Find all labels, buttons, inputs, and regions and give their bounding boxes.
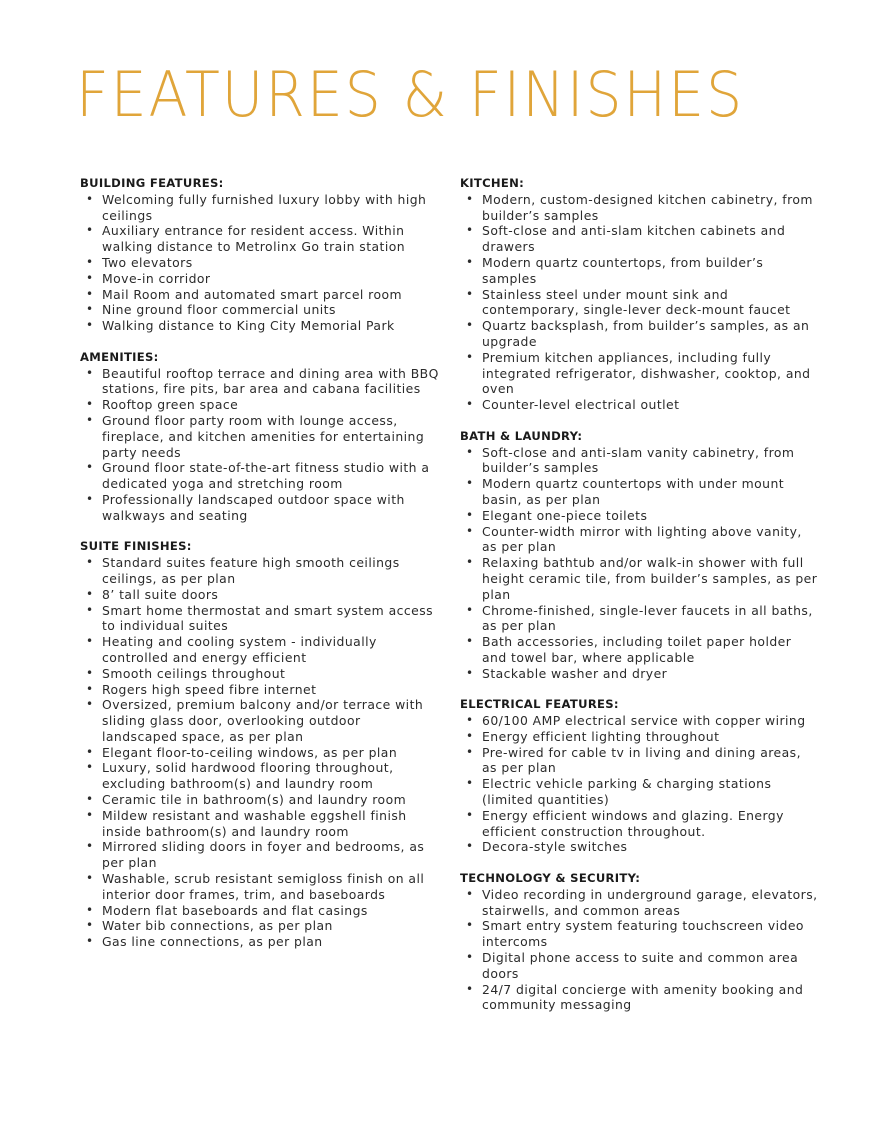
list-item: • Energy efficient lighting throughout xyxy=(460,729,820,745)
list-item: • Elegant floor-to-ceiling windows, as per plan xyxy=(80,745,440,761)
section-technology-security xyxy=(460,871,820,1013)
feature-list xyxy=(460,713,820,855)
list-item: • Luxury, solid hardwood flooring throughout, excluding bathroom(s) and laundry room xyxy=(80,760,440,792)
list-item: • Rooftop green space xyxy=(80,397,440,413)
list-item: • 24/7 digital concierge with amenity booking and community messaging xyxy=(460,982,820,1014)
left-column xyxy=(80,176,440,966)
list-item: • Smart home thermostat and smart system access to individual suites xyxy=(80,603,440,635)
list-item: • Washable, scrub resistant semigloss finish on all interior door frames, trim, and baseboards xyxy=(80,871,440,903)
list-item: • Stainless steel under mount sink and contemporary, single-lever deck-mount faucet xyxy=(460,287,820,319)
list-item: • 60/100 AMP electrical service with copper wiring xyxy=(460,713,820,729)
list-item: • Premium kitchen appliances, including fully integrated refrigerator, dishwasher, cooktop, and oven xyxy=(460,350,820,397)
section-amenities xyxy=(80,350,440,524)
list-item: • Smooth ceilings throughout xyxy=(80,666,440,682)
list-item: • Decora-style switches xyxy=(460,839,820,855)
list-item: • Mail Room and automated smart parcel room xyxy=(80,287,440,303)
section-heading: TECHNOLOGY & SECURITY: xyxy=(460,871,641,886)
list-item: • Modern flat baseboards and flat casings xyxy=(80,903,440,919)
list-item: • Auxiliary entrance for resident access. Within walking distance to Metrolinx Go train station xyxy=(80,223,440,255)
section-heading: KITCHEN: xyxy=(460,176,525,190)
list-item: • Ground floor party room with lounge access, fireplace, and kitchen amenities for entertaining party needs xyxy=(80,413,440,460)
list-item: • Smart entry system featuring touchscreen video intercoms xyxy=(460,918,820,950)
list-item: • Modern quartz countertops, from builder’s samples xyxy=(460,255,820,287)
list-item: • Beautiful rooftop terrace and dining area with BBQ stations, fire pits, bar area and cabana facilities xyxy=(80,366,440,398)
feature-list xyxy=(80,366,440,524)
list-item: • Modern quartz countertops with under mount basin, as per plan xyxy=(460,476,820,508)
feature-list xyxy=(80,555,440,950)
section-electrical-features xyxy=(460,697,820,855)
list-item: • Mirrored sliding doors in foyer and bedrooms, as per plan xyxy=(80,839,440,871)
list-item: • Mildew resistant and washable eggshell finish inside bathroom(s) and laundry room xyxy=(80,808,440,840)
list-item: • Video recording in underground garage, elevators, stairwells, and common areas xyxy=(460,887,820,919)
feature-list xyxy=(460,887,820,1013)
list-item: • Ceramic tile in bathroom(s) and laundry room xyxy=(80,792,440,808)
section-heading: BATH & LAUNDRY: xyxy=(460,428,583,443)
list-item: • Chrome-finished, single-lever faucets in all baths, as per plan xyxy=(460,603,820,635)
list-item: • Modern, custom-designed kitchen cabinetry, from builder’s samples xyxy=(460,192,820,224)
list-item: • Rogers high speed fibre internet xyxy=(80,682,440,698)
section-building-features xyxy=(80,176,440,334)
section-heading: ELECTRICAL FEATURES: xyxy=(460,697,619,712)
list-item: • Two elevators xyxy=(80,255,440,271)
list-item: • Professionally landscaped outdoor space with walkways and seating xyxy=(80,492,440,524)
section-bath-laundry xyxy=(460,429,820,682)
list-item: • Counter-width mirror with lighting above vanity, as per plan xyxy=(460,524,820,556)
list-item: • Quartz backsplash, from builder’s samples, as an upgrade xyxy=(460,318,820,350)
list-item: • Ground floor state-of-the-art fitness studio with a dedicated yoga and stretching room xyxy=(80,460,440,492)
feature-list xyxy=(80,192,440,334)
section-heading: SUITE FINISHES: xyxy=(80,539,192,554)
page-title: FEATURES & FINISHES xyxy=(76,58,745,131)
list-item: • Welcoming fully furnished luxury lobby with high ceilings xyxy=(80,192,440,224)
list-item: • Walking distance to King City Memorial Park xyxy=(80,318,440,334)
list-item: • Soft-close and anti-slam vanity cabinetry, from builder’s samples xyxy=(460,445,820,477)
section-heading: AMENITIES: xyxy=(80,349,159,364)
list-item: • Soft-close and anti-slam kitchen cabinets and drawers xyxy=(460,223,820,255)
list-item: • Counter-level electrical outlet xyxy=(460,397,820,413)
list-item: • Electric vehicle parking & charging stations (limited quantities) xyxy=(460,776,820,808)
feature-list xyxy=(460,192,820,413)
list-item: • Gas line connections, as per plan xyxy=(80,934,440,950)
list-item: • Digital phone access to suite and common area doors xyxy=(460,950,820,982)
list-item: • Water bib connections, as per plan xyxy=(80,918,440,934)
list-item: • Oversized, premium balcony and/or terrace with sliding glass door, overlooking outdoor landscaped space, as per plan xyxy=(80,697,440,744)
list-item: • Move-in corridor xyxy=(80,271,440,287)
list-item: • Pre-wired for cable tv in living and dining areas, as per plan xyxy=(460,745,820,777)
list-item: • Standard suites feature high smooth ceilings ceilings, as per plan xyxy=(80,555,440,587)
list-item: • Heating and cooling system - individually controlled and energy efficient xyxy=(80,634,440,666)
section-heading: BUILDING FEATURES: xyxy=(80,176,224,190)
list-item: • Nine ground floor commercial units xyxy=(80,302,440,318)
feature-list xyxy=(460,445,820,682)
list-item: • Energy efficient windows and glazing. Energy efficient construction throughout. xyxy=(460,808,820,840)
section-suite-finishes xyxy=(80,539,440,950)
right-column xyxy=(460,176,820,1029)
list-item: • Stackable washer and dryer xyxy=(460,666,820,682)
list-item: • Elegant one-piece toilets xyxy=(460,508,820,524)
section-kitchen xyxy=(460,176,820,413)
list-item: • Relaxing bathtub and/or walk-in shower with full height ceramic tile, from builder’s samples, as per plan xyxy=(460,555,820,602)
list-item: • Bath accessories, including toilet paper holder and towel bar, where applicable xyxy=(460,634,820,666)
list-item: • 8’ tall suite doors xyxy=(80,587,440,603)
